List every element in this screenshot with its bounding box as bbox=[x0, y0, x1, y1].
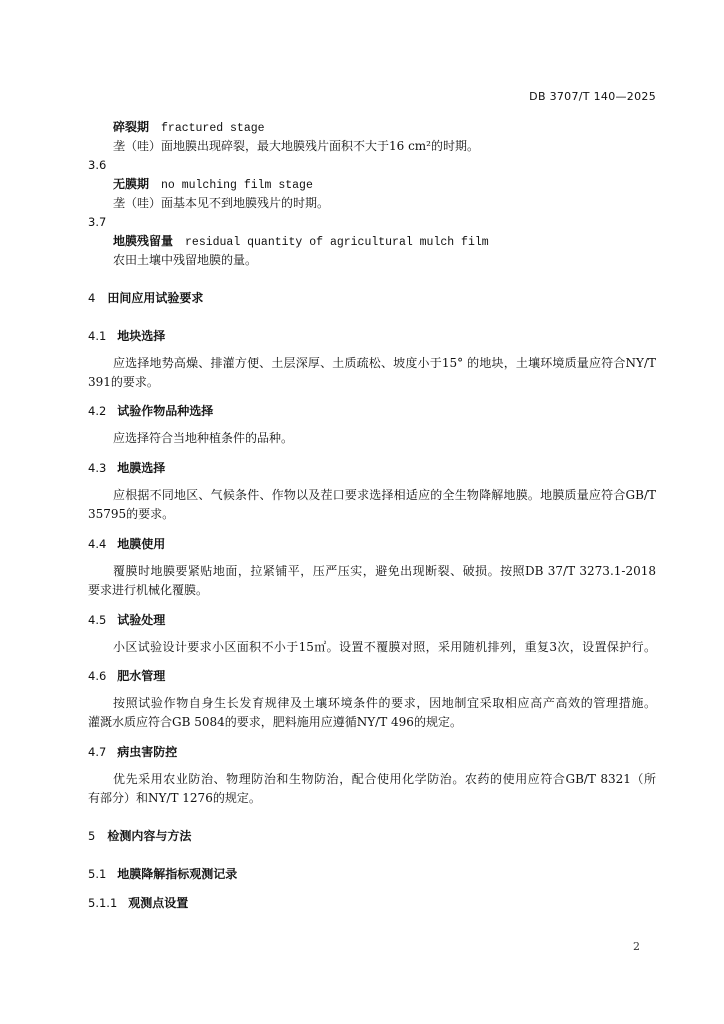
clause-number: 5.1.1 bbox=[88, 896, 118, 910]
clause-heading bbox=[88, 459, 165, 478]
clause-title: 观测点设置 bbox=[128, 896, 189, 910]
paragraph-line: 优先采用农业防治、物理防治和生物防治，配合使用化学防治。农药的使用应符合GB/T 8321（所 bbox=[113, 772, 656, 786]
term-heading bbox=[113, 118, 265, 137]
clause-number: 4.1 bbox=[88, 329, 107, 343]
clause-title: 地膜选择 bbox=[117, 461, 166, 475]
paragraph-line: 灌溉水质应符合GB 5084的要求，肥料施用应遵循NY/T 496的规定。 bbox=[88, 715, 462, 729]
clause-title: 地膜降解指标观测记录 bbox=[117, 867, 238, 881]
paragraph-line: 应选择符合当地种植条件的品种。 bbox=[113, 431, 294, 445]
paragraph-line: 应选择地势高燥、排灌方便、土层深厚、土质疏松、坡度小于15° 的地块，土壤环境质量应符合NY/T bbox=[113, 356, 656, 370]
term-definition: 垄（哇）面基本见不到地膜残片的时期。 bbox=[113, 196, 330, 210]
clause-heading bbox=[88, 865, 237, 884]
clause-title: 病虫害防控 bbox=[117, 745, 178, 759]
clause-number: 4.6 bbox=[88, 669, 107, 683]
term-title-en: no mulching film stage bbox=[161, 179, 313, 192]
clause-number: 4.5 bbox=[88, 613, 107, 627]
term-number: 3.6 bbox=[88, 158, 107, 172]
clause-heading bbox=[88, 402, 213, 421]
clause-title: 试验处理 bbox=[117, 613, 166, 627]
paragraph-line: 有部分）和NY/T 1276的规定。 bbox=[88, 791, 261, 805]
section-heading bbox=[88, 827, 191, 846]
clause-heading bbox=[88, 327, 165, 346]
paragraph-line: 覆膜时地膜要紧贴地面，拉紧铺平，压严压实，避免出现断裂、破损。按照DB 37/T 3273.1-2018 bbox=[113, 564, 656, 578]
term-heading bbox=[113, 175, 313, 194]
paragraph-line: 应根据不同地区、气候条件、作物以及茬口要求选择相适应的全生物降解地膜。地膜质量应符合GB/T bbox=[113, 488, 656, 502]
section-title: 检测内容与方法 bbox=[107, 829, 192, 843]
paragraph-line: 按照试验作物自身生长发育规律及土壤环境条件的要求，因地制宜采取相应高产高效的管理措施。 bbox=[113, 696, 656, 710]
paragraph-line: 要求进行机械化覆膜。 bbox=[88, 583, 209, 597]
term-title-en: fractured stage bbox=[161, 122, 265, 135]
clause-title: 试验作物品种选择 bbox=[117, 404, 214, 418]
document-code-header: DB 3707/T 140—2025 bbox=[529, 90, 656, 103]
clause-heading bbox=[88, 667, 165, 686]
clause-heading bbox=[88, 894, 188, 913]
term-heading bbox=[113, 232, 489, 251]
section-number: 4 bbox=[88, 291, 96, 305]
clause-title: 肥水管理 bbox=[117, 669, 166, 683]
term-title-zh: 地膜残留量 bbox=[113, 234, 174, 248]
paragraph-line: 小区试验设计要求小区面积不小于15㎡。设置不覆膜对照，采用随机排列，重复3次，设置保护行。 bbox=[113, 640, 656, 654]
paragraph-line: 35795的要求。 bbox=[88, 507, 175, 521]
term-number: 3.7 bbox=[88, 215, 107, 229]
clause-number: 4.4 bbox=[88, 537, 107, 551]
clause-title: 地块选择 bbox=[117, 329, 166, 343]
clause-title: 地膜使用 bbox=[117, 537, 166, 551]
term-title-en: residual quantity of agricultural mulch film bbox=[185, 236, 489, 249]
term-title-zh: 碎裂期 bbox=[113, 120, 150, 134]
term-definition: 农田土壤中残留地膜的量。 bbox=[113, 253, 258, 267]
section-title: 田间应用试验要求 bbox=[107, 291, 204, 305]
clause-number: 4.7 bbox=[88, 745, 107, 759]
clause-heading bbox=[88, 611, 165, 630]
clause-number: 5.1 bbox=[88, 867, 107, 881]
term-title-zh: 无膜期 bbox=[113, 177, 150, 191]
clause-heading bbox=[88, 743, 177, 762]
page-number: 2 bbox=[633, 940, 640, 953]
clause-number: 4.3 bbox=[88, 461, 107, 475]
term-definition: 垄（哇）面地膜出现碎裂，最大地膜残片面积不大于16 cm²的时期。 bbox=[113, 139, 479, 153]
paragraph-line: 391的要求。 bbox=[88, 375, 159, 389]
clause-number: 4.2 bbox=[88, 404, 107, 418]
section-heading bbox=[88, 289, 203, 308]
clause-heading bbox=[88, 535, 165, 554]
section-number: 5 bbox=[88, 829, 96, 843]
